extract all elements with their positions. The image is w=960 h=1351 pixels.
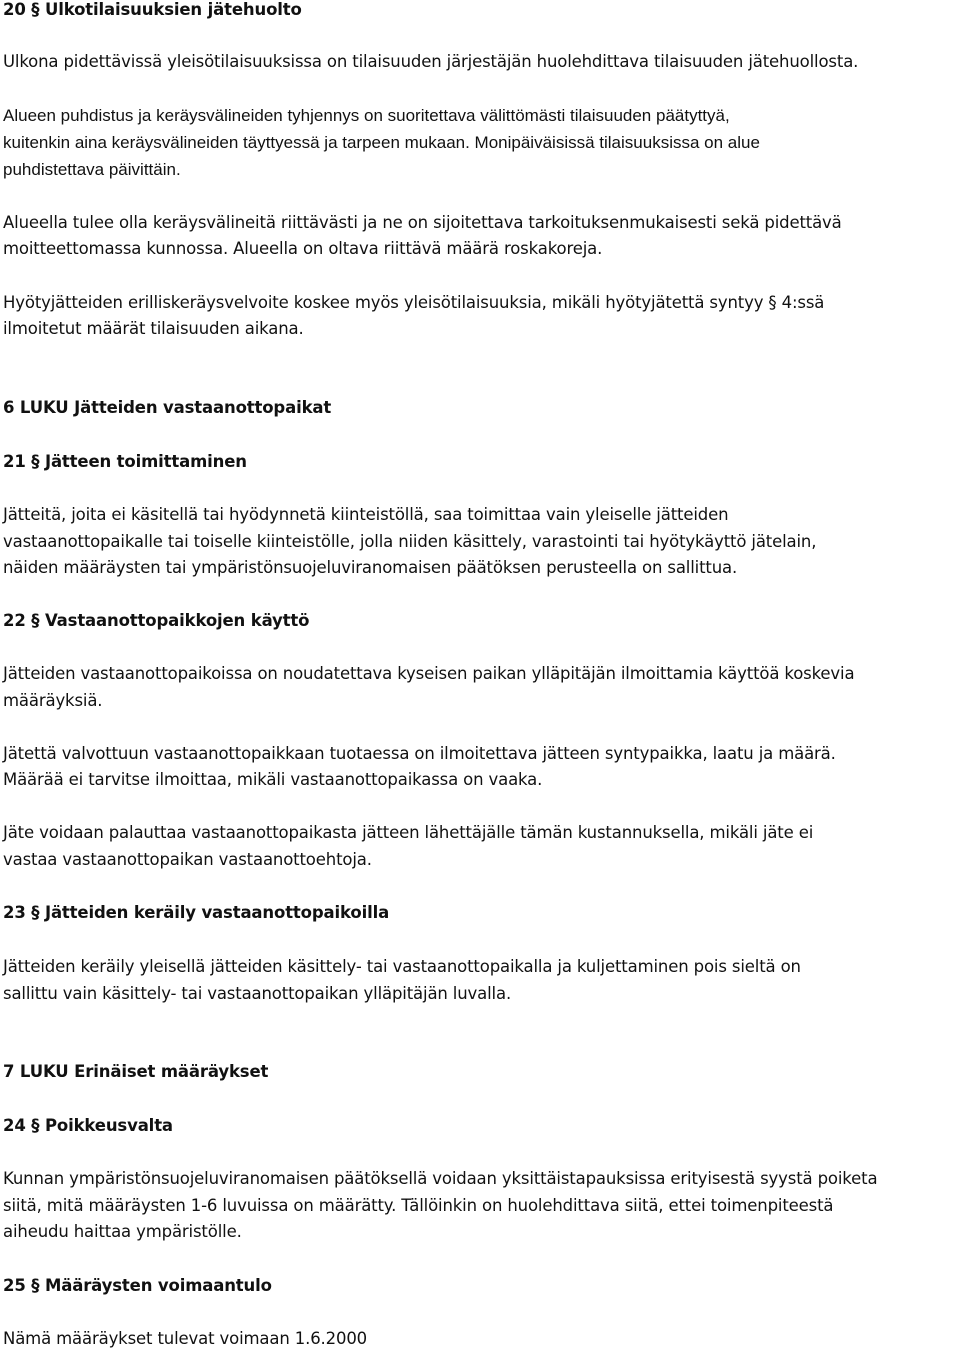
section-23-heading: 23 § Jätteiden keräily vastaanottopaikoilla	[3, 903, 390, 922]
section-23-paragraph-line: sallittu vain käsittely- tai vastaanottopaikan ylläpitäjän luvalla.	[3, 984, 512, 1003]
section-24-paragraph-line: siitä, mitä määräysten 1-6 luvuissa on määrätty. Tällöinkin on huolehdittava siitä, ettei toimenpiteestä	[3, 1196, 834, 1215]
section-22-paragraph-3-line: Jäte voidaan palauttaa vastaanottopaikasta jätteen lähettäjälle tämän kustannuksella, mikäli jäte ei	[3, 823, 814, 842]
section-20-paragraph-4-line: Hyötyjätteiden erilliskeräysvelvoite koskee myös yleisötilaisuuksia, mikäli hyötyjätettä syntyy § 4:ssä	[3, 293, 825, 312]
section-21-paragraph-line: Jätteitä, joita ei käsitellä tai hyödynnetä kiinteistöllä, saa toimittaa vain yleiselle jätteiden	[3, 505, 729, 524]
section-20-paragraph-3-line: moitteettomassa kunnossa. Alueella on oltava riittävä määrä roskakoreja.	[3, 239, 603, 258]
section-25-heading: 25 § Määräysten voimaantulo	[3, 1276, 272, 1295]
section-20-heading: 20 § Ulkotilaisuuksien jätehuolto	[3, 0, 302, 19]
section-20-paragraph-2-line: Alueen puhdistus ja keräysvälineiden tyhjennys on suoritettava välittömästi tilaisuuden päätyttyä,	[3, 106, 730, 125]
section-25-paragraph-line: Nämä määräykset tulevat voimaan 1.6.2000	[3, 1329, 368, 1348]
section-20-paragraph-2-line: puhdistettava päivittäin.	[3, 160, 181, 179]
section-20-paragraph-3-line: Alueella tulee olla keräysvälineitä riittävästi ja ne on sijoitettava tarkoituksenmukaisesti sekä pidettävä	[3, 213, 842, 232]
section-21-paragraph-line: vastaanottopaikalle tai toiselle kiinteistölle, jolla niiden käsittely, varastointi tai hyötykäyttö jätelain,	[3, 532, 817, 551]
chapter-7-heading: 7 LUKU Erinäiset määräykset	[3, 1062, 269, 1081]
section-24-paragraph-line: Kunnan ympäristönsuojeluviranomaisen päätöksellä voidaan yksittäistapauksissa erityisestä syystä poiketa	[3, 1169, 878, 1188]
section-21-heading: 21 § Jätteen toimittaminen	[3, 452, 247, 471]
section-24-paragraph-line: aiheudu haittaa ympäristölle.	[3, 1222, 242, 1241]
section-22-paragraph-3-line: vastaa vastaanottopaikan vastaanottoehtoja.	[3, 850, 372, 869]
section-22-heading: 22 § Vastaanottopaikkojen käyttö	[3, 611, 310, 630]
section-20-paragraph-4-line: ilmoitetut määrät tilaisuuden aikana.	[3, 319, 304, 338]
section-22-paragraph-1-line: määräyksiä.	[3, 691, 103, 710]
section-23-paragraph-line: Jätteiden keräily yleisellä jätteiden käsittely- tai vastaanottopaikalla ja kuljettaminen pois sieltä on	[3, 957, 801, 976]
section-24-heading: 24 § Poikkeusvalta	[3, 1116, 173, 1135]
section-21-paragraph-line: näiden määräysten tai ympäristönsuojeluviranomaisen päätöksen perusteella on sallittua.	[3, 558, 738, 577]
section-22-paragraph-1-line: Jätteiden vastaanottopaikoissa on noudatettava kyseisen paikan ylläpitäjän ilmoittamia käyttöä koskevia	[3, 664, 855, 683]
section-20-paragraph-2-line: kuitenkin aina keräysvälineiden täyttyessä ja tarpeen mukaan. Monipäiväisissä tilaisuuksissa on alue	[3, 133, 760, 152]
section-20-paragraph-1-line: Ulkona pidettävissä yleisötilaisuuksissa on tilaisuuden järjestäjän huolehdittava tilaisuuden jätehuollosta.	[3, 52, 859, 71]
chapter-6-heading: 6 LUKU Jätteiden vastaanottopaikat	[3, 398, 332, 417]
section-22-paragraph-2-line: Jätettä valvottuun vastaanottopaikkaan tuotaessa on ilmoitettava jätteen syntypaikka, laatu ja määrä.	[3, 744, 836, 763]
section-22-paragraph-2-line: Määrää ei tarvitse ilmoittaa, mikäli vastaanottopaikassa on vaaka.	[3, 770, 543, 789]
